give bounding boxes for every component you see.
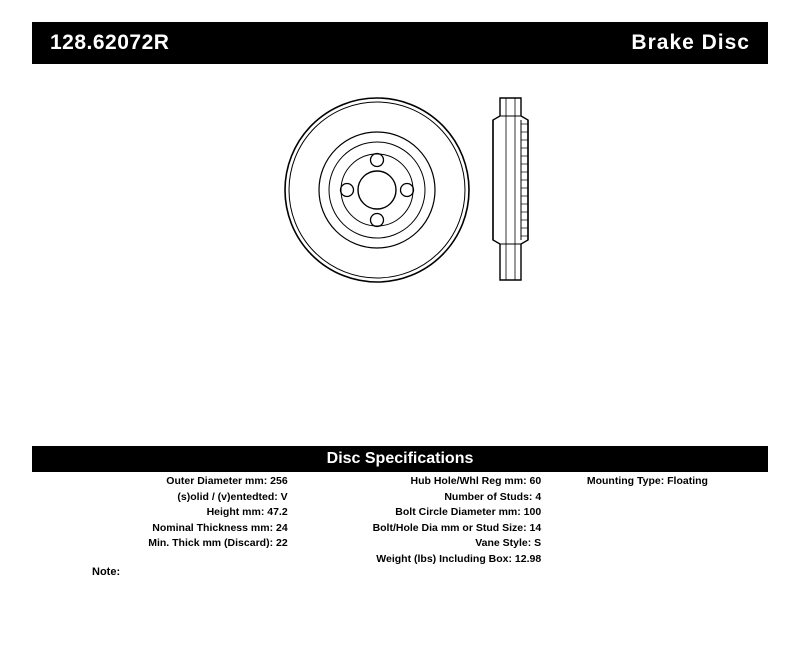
spec-item: Height mm: 47.2: [206, 506, 288, 518]
header-bar: [32, 22, 768, 64]
spec-item: Hub Hole/Whl Reg mm: 60: [410, 475, 542, 487]
spec-item: Min. Thick mm (Discard): 22: [148, 537, 288, 549]
note-label: Note:: [92, 566, 121, 578]
spec-column-left: [32, 474, 312, 567]
spec-item: Vane Style: S: [475, 537, 542, 549]
note-row: [32, 566, 768, 578]
spec-item: Bolt Circle Diameter mm: 100: [395, 506, 542, 518]
rotor-face-view: [285, 98, 469, 282]
spec-item: (s)olid / (v)entedted: V: [177, 490, 288, 503]
spec-section-title: Disc Specifications: [326, 450, 474, 467]
spec-header-bar: [32, 446, 768, 472]
spec-column-middle: [312, 474, 548, 567]
technical-drawing: [32, 80, 768, 380]
page-title: Brake Disc: [631, 31, 750, 54]
rotor-cross-section-view: [493, 98, 528, 280]
spec-column-right: [547, 474, 768, 567]
spec-item: Nominal Thickness mm: 24: [152, 521, 288, 534]
spec-item: Mounting Type: Floating: [586, 475, 708, 487]
spec-columns: [32, 474, 768, 567]
spec-item: Number of Studs: 4: [444, 490, 542, 503]
spec-item: Outer Diameter mm: 256: [166, 475, 288, 487]
spec-item: Bolt/Hole Dia mm or Stud Size: 14: [372, 521, 542, 534]
part-number: 128.62072R: [50, 31, 170, 54]
spec-item: Weight (lbs) Including Box: 12.98: [376, 552, 542, 565]
